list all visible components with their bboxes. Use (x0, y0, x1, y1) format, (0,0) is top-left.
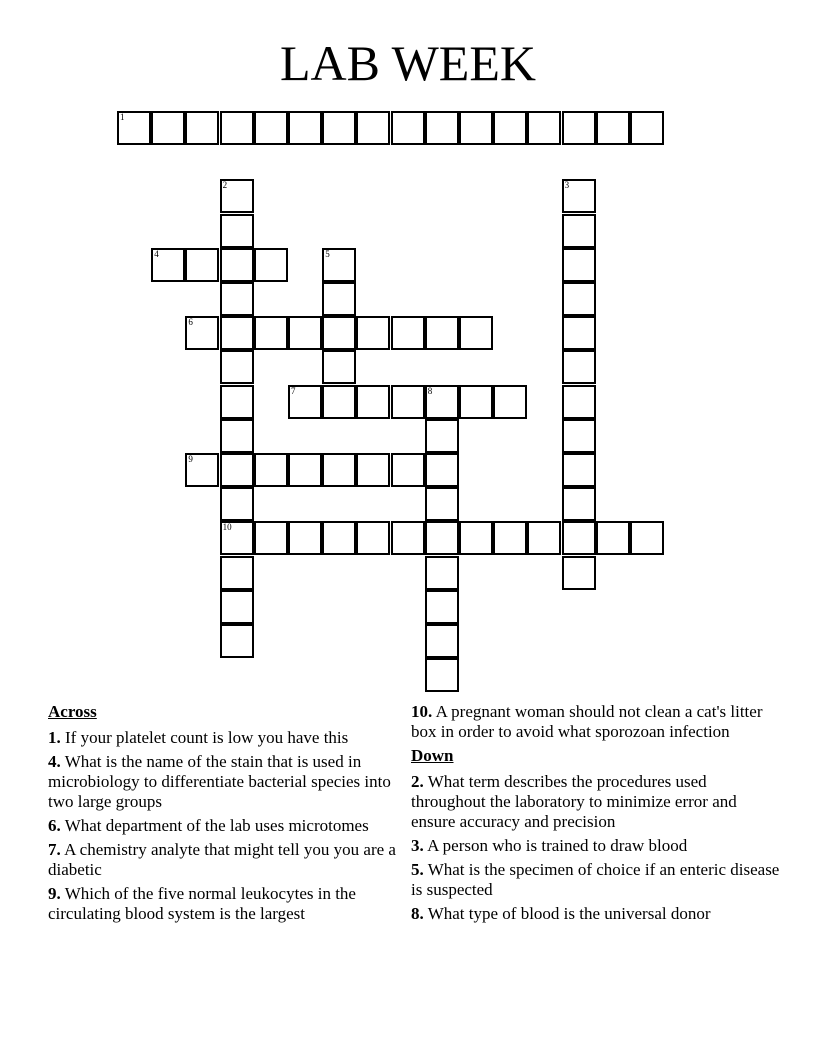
grid-cell[interactable] (322, 385, 356, 419)
clue-number: 3 (564, 180, 570, 191)
grid-cell[interactable] (356, 385, 390, 419)
grid-cell[interactable] (288, 385, 322, 419)
grid-cell[interactable] (185, 316, 219, 350)
grid-cell[interactable] (527, 111, 561, 145)
grid-cell[interactable] (562, 487, 596, 521)
grid-cell[interactable] (459, 111, 493, 145)
grid-cell[interactable] (220, 248, 254, 282)
grid-cell[interactable] (562, 385, 596, 419)
grid-cell[interactable] (220, 487, 254, 521)
grid-cell[interactable] (425, 487, 459, 521)
grid-cell[interactable] (185, 248, 219, 282)
grid-cell[interactable] (322, 316, 356, 350)
clue-number: 10 (222, 522, 232, 533)
grid-cell[interactable] (117, 111, 151, 145)
grid-cell[interactable] (322, 248, 356, 282)
grid-cell[interactable] (562, 248, 596, 282)
grid-cell[interactable] (254, 111, 288, 145)
clue-number: 2 (222, 180, 228, 191)
grid-cell[interactable] (425, 624, 459, 658)
clue-down-2: 2. What term describes the procedures used throughout the laboratory to minimize error and ensure accuracy and precision (411, 772, 737, 831)
down-heading: Down (411, 746, 454, 765)
puzzle-title: LAB WEEK (280, 35, 536, 91)
grid-cell[interactable] (185, 111, 219, 145)
grid-cell[interactable] (391, 111, 425, 145)
grid-cell[interactable] (562, 350, 596, 384)
grid-cell[interactable] (356, 453, 390, 487)
clue-across-10: 10. A pregnant woman should not clean a cat's litter box in order to avoid what sporozoan infection (411, 702, 763, 741)
grid-cell[interactable] (596, 111, 630, 145)
clue-across-1: 1. If your platelet count is low you have this (48, 728, 349, 747)
clue-across-9: 9. Which of the five normal leukocytes in the circulating blood system is the largest (48, 884, 356, 923)
grid-cell[interactable] (562, 179, 596, 213)
grid-cell[interactable] (220, 350, 254, 384)
grid-cell[interactable] (493, 385, 527, 419)
grid-cell[interactable] (356, 316, 390, 350)
grid-cell[interactable] (425, 385, 459, 419)
grid-cell[interactable] (151, 111, 185, 145)
clue-number: 9 (188, 454, 193, 464)
clue-number: 5 (325, 248, 330, 259)
grid-cell[interactable] (562, 521, 596, 555)
clue-number: 7 (291, 385, 296, 396)
clue-down-3: 3. A person who is trained to draw blood (411, 836, 688, 855)
grid-cell[interactable] (391, 521, 425, 555)
grid-cell[interactable] (425, 556, 459, 590)
grid-cell[interactable] (220, 282, 254, 316)
clue-number: 8 (427, 385, 433, 396)
grid-cell[interactable] (356, 521, 390, 555)
grid-cell[interactable] (562, 316, 596, 350)
grid-cell[interactable] (630, 111, 664, 145)
grid-cell[interactable] (220, 111, 254, 145)
grid-cell[interactable] (220, 521, 254, 555)
grid-cell[interactable] (220, 624, 254, 658)
grid-cell[interactable] (425, 316, 459, 350)
grid-cell[interactable] (391, 385, 425, 419)
grid-cell[interactable] (459, 316, 493, 350)
grid-cell[interactable] (254, 316, 288, 350)
grid-cell[interactable] (425, 111, 459, 145)
clue-number: 4 (154, 248, 159, 259)
grid-cell[interactable] (596, 521, 630, 555)
clue-across-4: 4. What is the name of the stain that is used in microbiology to differentiate bacterial species into two large groups (48, 752, 391, 811)
grid-cell[interactable] (425, 590, 459, 624)
grid-cell[interactable] (391, 316, 425, 350)
grid-cell[interactable] (288, 453, 322, 487)
grid-cell[interactable] (425, 521, 459, 555)
clue-number: 6 (188, 317, 193, 328)
grid-cell[interactable] (254, 248, 288, 282)
grid-cell[interactable] (322, 111, 356, 145)
grid-cell[interactable] (459, 521, 493, 555)
grid-cell[interactable] (425, 453, 459, 487)
grid-cell[interactable] (562, 111, 596, 145)
clues-right-column (411, 702, 781, 928)
grid-cell[interactable] (493, 111, 527, 145)
grid-cell[interactable] (220, 179, 254, 213)
clue-number: 1 (120, 112, 125, 122)
clues-left-column (48, 702, 408, 928)
grid-cell[interactable] (391, 453, 425, 487)
grid-cell[interactable] (254, 453, 288, 487)
clue-down-8: 8. What type of blood is the universal donor (411, 904, 711, 923)
grid-cell[interactable] (630, 521, 664, 555)
grid-cell[interactable] (322, 453, 356, 487)
grid-cell[interactable] (220, 214, 254, 248)
grid-cell[interactable] (185, 453, 219, 487)
grid-cell[interactable] (562, 282, 596, 316)
grid-cell[interactable] (254, 521, 288, 555)
grid-cell[interactable] (322, 282, 356, 316)
grid-cell[interactable] (220, 385, 254, 419)
grid-cell[interactable] (562, 453, 596, 487)
grid-cell[interactable] (322, 521, 356, 555)
grid-cell[interactable] (562, 214, 596, 248)
grid-cell[interactable] (220, 590, 254, 624)
clue-across-7: 7. A chemistry analyte that might tell you you are a diabetic (48, 840, 396, 879)
grid-cell[interactable] (562, 419, 596, 453)
grid-cell[interactable] (459, 385, 493, 419)
grid-cell[interactable] (151, 248, 185, 282)
grid-cell[interactable] (288, 521, 322, 555)
grid-cell[interactable] (288, 111, 322, 145)
clue-across-6: 6. What department of the lab uses microtomes (48, 816, 369, 835)
grid-cell[interactable] (425, 658, 459, 692)
grid-cell[interactable] (288, 316, 322, 350)
grid-cell[interactable] (562, 556, 596, 590)
grid-cell[interactable] (220, 419, 254, 453)
grid-cell[interactable] (220, 316, 254, 350)
across-heading: Across (48, 702, 97, 721)
grid-cell[interactable] (527, 521, 561, 555)
grid-cell[interactable] (356, 111, 390, 145)
grid-cell[interactable] (220, 556, 254, 590)
grid-cell[interactable] (425, 419, 459, 453)
grid-cell[interactable] (322, 350, 356, 384)
grid-cell[interactable] (493, 521, 527, 555)
clue-down-5: 5. What is the specimen of choice if an enteric disease is suspected (411, 860, 780, 899)
grid-cell[interactable] (220, 453, 254, 487)
